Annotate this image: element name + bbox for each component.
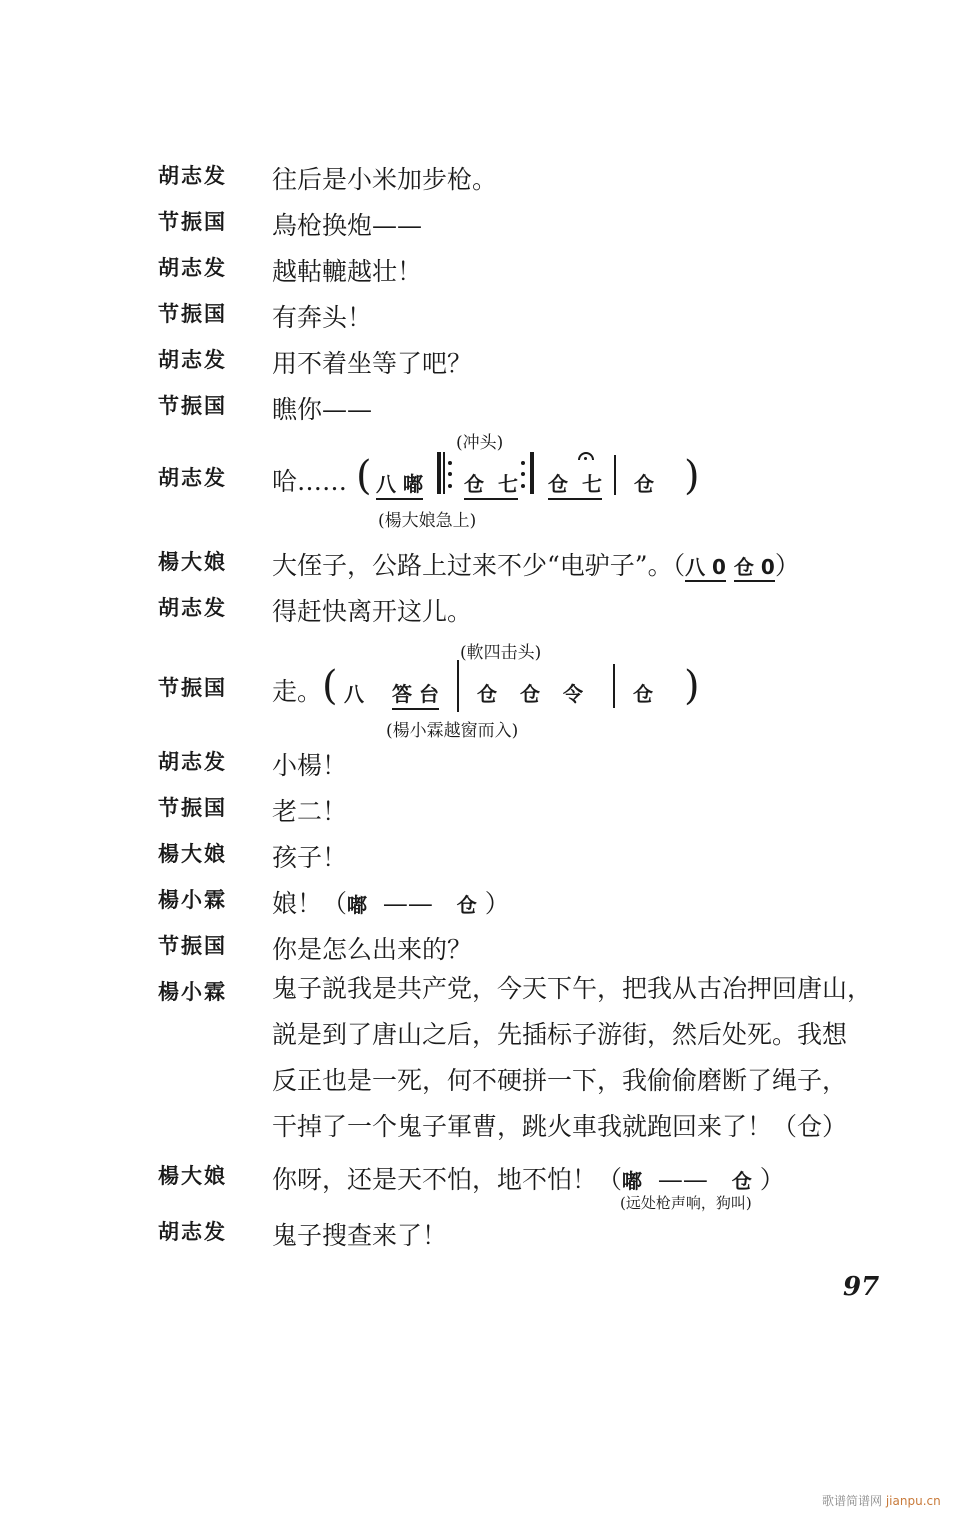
- repeat-dot: [521, 461, 525, 465]
- open-paren: (: [322, 663, 338, 709]
- speaker-name: 节振国: [158, 676, 227, 700]
- dialogue-text: 你呀，还是天不怕，地不怕！（嘟 —— 仓 ）: [272, 1165, 785, 1194]
- stage-direction-below: (楊大娘急上): [378, 511, 477, 531]
- paragraph-line: 説是到了唐山之后，先插标子游街，然后处死。我想: [272, 1020, 848, 1049]
- bar-line: [614, 455, 616, 495]
- stage-direction-below: (楊小霖越窗而入): [386, 721, 519, 741]
- stage-direction-below: (远处枪声响，狗叫): [620, 1194, 752, 1212]
- perc-note: 嘟: [347, 893, 368, 917]
- repeat-dot: [521, 484, 525, 488]
- perc-note: 仓: [633, 682, 653, 706]
- speaker-name: 节振国: [158, 302, 227, 326]
- repeat-bar-end: [530, 452, 534, 494]
- watermark: 歌谱简谱网 jianpu.cn: [822, 1494, 941, 1508]
- repeat-dot: [448, 484, 452, 488]
- open-paren: (: [356, 453, 372, 499]
- perc-note: 嘟: [622, 1169, 643, 1193]
- perc-note: 仓: [520, 682, 540, 706]
- dialogue-text: 大侄子，公路上过来不少“电驴子”。（八 0 仓 0）: [272, 551, 800, 580]
- dialogue-text: 走。: [272, 677, 323, 706]
- dialogue-text: 小楊！: [272, 751, 348, 780]
- speaker-name: 胡志发: [158, 256, 227, 280]
- paragraph-line: 反正也是一死，何不硬拼一下，我偷偷磨断了绳子，: [272, 1066, 848, 1095]
- paragraph-line: 干掉了一个鬼子軍曹，跳火車我就跑回来了！（仓）: [272, 1112, 848, 1141]
- perc-note: 仓: [477, 682, 497, 706]
- dialogue-text: 哈……: [272, 467, 348, 496]
- perc-note: 仓 0: [734, 555, 775, 582]
- speaker-name: 楊大娘: [158, 1164, 227, 1188]
- perc-note: 答 台: [392, 678, 439, 710]
- stage-label-above: (冲头): [456, 433, 504, 453]
- repeat-dot: [448, 461, 452, 465]
- bar-line: [613, 664, 615, 708]
- speaker-name: 胡志发: [158, 596, 227, 620]
- dialogue-text: 鳥枪换炮——: [272, 211, 423, 240]
- dialogue-text: 往后是小米加步枪。: [272, 165, 498, 194]
- dialogue-text: 老二！: [272, 797, 348, 826]
- dialogue-paragraph: [272, 966, 912, 1150]
- dialogue-text: 孩子！: [272, 843, 348, 872]
- perc-note: 令: [563, 682, 583, 706]
- perc-note: 仓 七: [464, 468, 518, 500]
- speaker-name: 楊大娘: [158, 842, 227, 866]
- speaker-name: 节振国: [158, 210, 227, 234]
- repeat-dot: [521, 472, 525, 476]
- perc-note: 仓: [456, 893, 477, 917]
- dialogue-text: 用不着坐等了吧？: [272, 349, 473, 378]
- speaker-name: 节振国: [158, 394, 227, 418]
- perc-note: 仓: [731, 1169, 752, 1193]
- dialogue-text: 有奔头！: [272, 303, 373, 332]
- perc-note: 仓: [634, 472, 654, 496]
- dialogue-text: 越軲轆越壮！: [272, 257, 423, 286]
- repeat-bar-start: [437, 452, 441, 494]
- speaker-name: 楊小霖: [158, 980, 227, 1004]
- perc-note: 八 嘟: [376, 468, 423, 500]
- close-paren: ): [684, 663, 700, 709]
- speaker-name: 胡志发: [158, 348, 227, 372]
- close-paren: ): [684, 453, 700, 499]
- dialogue-text: 你是怎么出来的？: [272, 935, 473, 964]
- speaker-name: 节振国: [158, 796, 227, 820]
- fermata-dot: [584, 457, 587, 460]
- speaker-name: 胡志发: [158, 466, 227, 490]
- bar-line: [457, 660, 459, 712]
- dialogue-text: 得赶快离开这儿。: [272, 597, 473, 626]
- dialogue-text: 鬼子搜查来了！: [272, 1221, 448, 1250]
- speaker-name: 节振国: [158, 934, 227, 958]
- speaker-name: 楊小霖: [158, 888, 227, 912]
- perc-note: 八 0: [685, 555, 726, 582]
- stage-label-above: (軟四击头): [460, 643, 542, 663]
- dialogue-text: 瞧你——: [272, 395, 373, 424]
- speaker-name: 楊大娘: [158, 550, 227, 574]
- page-number: 97: [843, 1272, 880, 1302]
- speaker-name: 胡志发: [158, 750, 227, 774]
- dialogue-text: 娘！（嘟 —— 仓 ）: [272, 889, 510, 918]
- repeat-bar-thin: [443, 452, 445, 494]
- perc-note: 八: [344, 682, 364, 706]
- speaker-name: 胡志发: [158, 164, 227, 188]
- paragraph-line: 鬼子説我是共产党，今天下午，把我从古冶押回唐山，: [272, 974, 873, 1003]
- repeat-dot: [448, 472, 452, 476]
- speaker-name: 胡志发: [158, 1220, 227, 1244]
- perc-note: 仓 七: [548, 468, 602, 500]
